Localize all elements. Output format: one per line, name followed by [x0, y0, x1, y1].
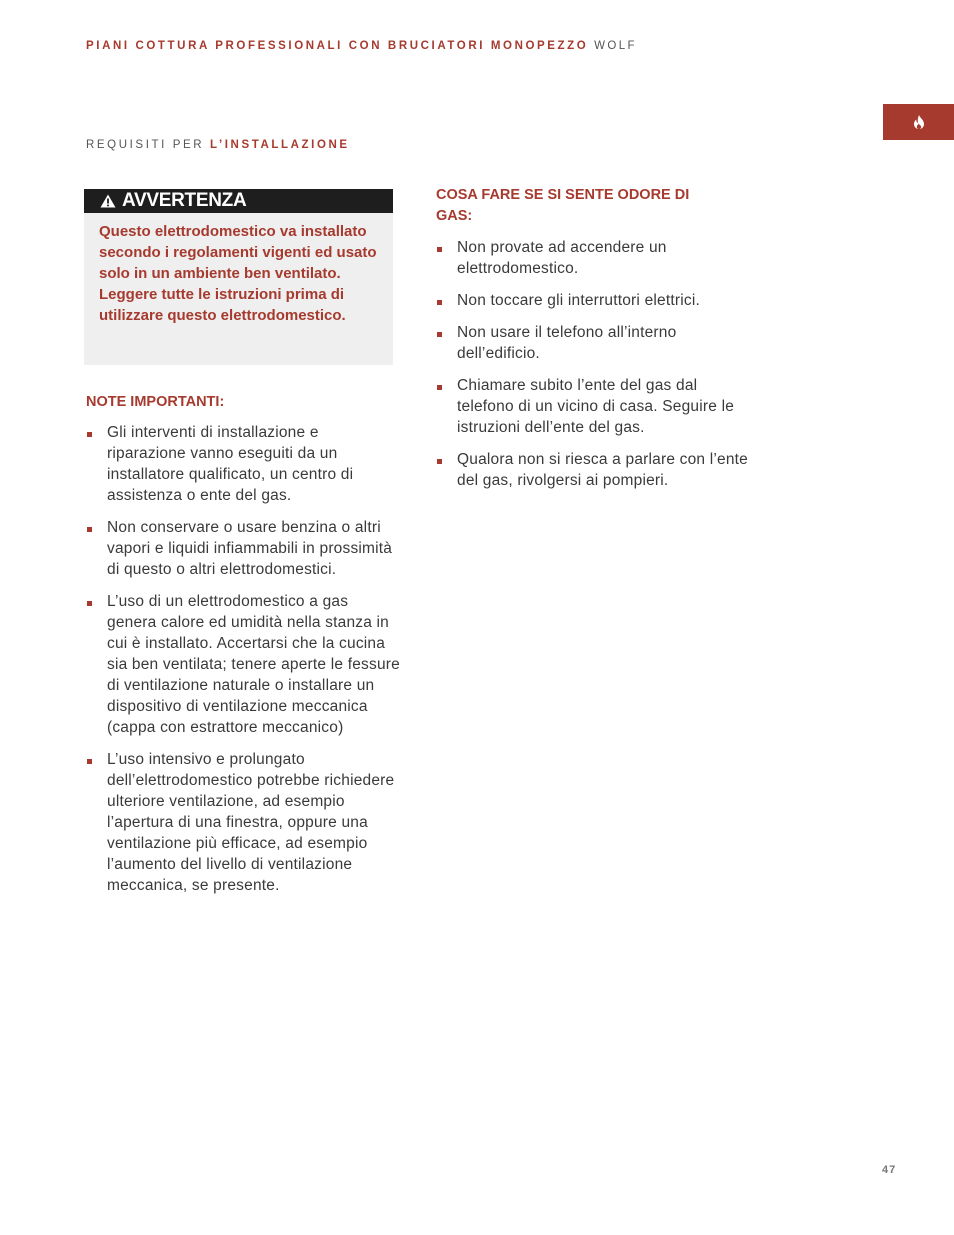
bullet-icon	[87, 759, 92, 764]
list-item: Non conservare o usare benzina o altri vapori e liquidi infiammabili in prossimità di questo o altri elettrodomestici.	[86, 517, 402, 580]
notes-heading: NOTE IMPORTANTI:	[86, 394, 225, 410]
warning-label: AVVERTENZA	[122, 190, 247, 211]
list-item: Qualora non si riesca a parlare con l’ente del gas, rivolgersi ai pompieri.	[436, 449, 752, 491]
bullet-icon	[87, 432, 92, 437]
bullet-icon	[437, 385, 442, 390]
running-header	[86, 40, 637, 52]
list-item: L’uso intensivo e prolungato dell’elettrodomestico potrebbe richiedere ulteriore ventilazione, ad esempio l’apertura di una finestra, oppure una ventilazione più efficace, ad esempio l’aumento del livello di ventilazione meccanica, se presente.	[86, 749, 402, 896]
section-tab	[883, 104, 954, 140]
flame-icon	[913, 115, 925, 129]
notes-list	[86, 422, 402, 896]
header-brand: WOLF	[594, 40, 637, 52]
warning-text: Questo elettrodomestico va installato secondo i regolamenti vigenti ed usato solo in un ambiente ben ventilato. Leggere tutte le istruzioni prima di utilizzare questo elettrodomestico.	[99, 223, 377, 324]
list-item: Non toccare gli interruttori elettrici.	[436, 290, 752, 311]
warning-bar	[84, 189, 393, 213]
bullet-icon	[87, 527, 92, 532]
section-title	[86, 139, 350, 151]
list-item: Gli interventi di installazione e riparazione vanno eseguiti da un installatore qualificato, un centro di assistenza o ente del gas.	[86, 422, 402, 506]
list-item: Non usare il telefono all’interno dell’edificio.	[436, 322, 752, 364]
bullet-icon	[87, 601, 92, 606]
section-prefix: REQUISITI PER	[86, 139, 205, 151]
warning-triangle-icon	[100, 194, 116, 208]
bullet-icon	[437, 247, 442, 252]
page-number: 47	[882, 1164, 897, 1176]
warning-box	[84, 189, 393, 365]
gas-heading: COSA FARE SE SI SENTE ODORE DI GAS:	[436, 187, 690, 224]
gas-list	[436, 237, 752, 491]
list-item: Non provate ad accendere un elettrodomestico.	[436, 237, 752, 279]
section-heading: L’INSTALLAZIONE	[209, 139, 350, 151]
bullet-icon	[437, 459, 442, 464]
list-item: L’uso di un elettrodomestico a gas genera calore ed umidità nella stanza in cui è installato. Accertarsi che la cucina sia ben ventilata; tenere aperte le fessure di ventilazione naturale o installare un dispositivo di ventilazione meccanica (cappa con estrattore meccanico)	[86, 591, 402, 738]
bullet-icon	[437, 300, 442, 305]
bullet-icon	[437, 332, 442, 337]
list-item: Chiamare subito l’ente del gas dal telefono di un vicino di casa. Seguire le istruzioni dell’ente del gas.	[436, 375, 752, 438]
header-title: PIANI COTTURA PROFESSIONALI CON BRUCIATORI MONOPEZZO	[86, 40, 589, 52]
